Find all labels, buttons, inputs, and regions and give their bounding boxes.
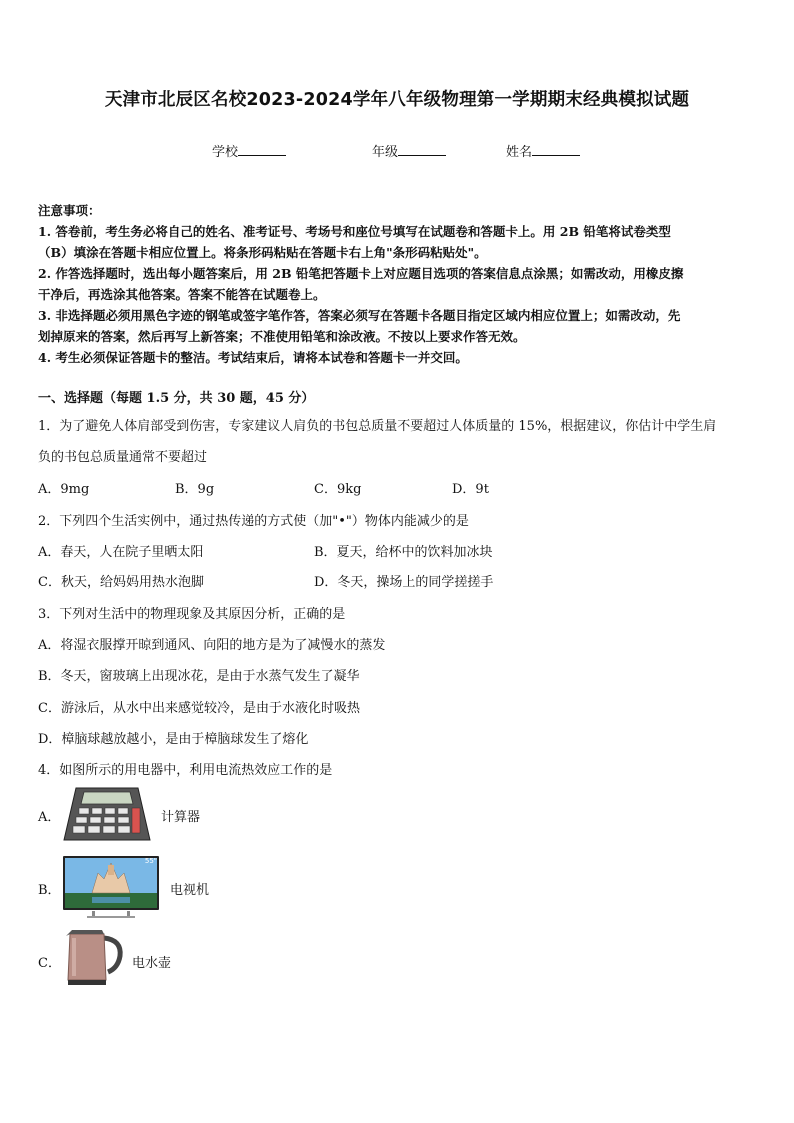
kettle-icon xyxy=(64,928,126,988)
notice-line: 4. 考生必须保证答题卡的整洁。考试结束后，请将本试卷和答题卡一并交回。 xyxy=(38,350,468,365)
section-heading: 一、选择题（每题 1.5 分，共 30 题，45 分） xyxy=(38,391,315,406)
q3-option-c: C．游泳后，从水中出来感觉较冷，是由于水液化时吸热 xyxy=(38,701,360,716)
notice-line: 1. 答卷前，考生务必将自己的姓名、准考证号、考场号和座位号填写在试题卷和答题卡上。用 2B 铅笔将试卷类型 xyxy=(38,224,671,239)
question-2-stem: 2．下列四个生活实例中，通过热传递的方式使（加"•"）物体内能减少的是 xyxy=(38,514,469,529)
q4-option-a-letter: A． xyxy=(38,810,61,825)
name-field xyxy=(506,141,580,160)
school-field xyxy=(212,141,286,160)
q2-option-c: C．秋天，给妈妈用热水泡脚 xyxy=(38,575,204,590)
school-label: 学校 xyxy=(212,145,239,160)
tv-size-label: 55" xyxy=(144,857,157,865)
notice-block xyxy=(38,200,758,368)
name-label: 姓名 xyxy=(506,145,533,160)
calculator-icon xyxy=(62,784,152,844)
notice-line: （B）填涂在答题卡相应位置上。将条形码粘贴在答题卡右上角"条形码粘贴处"。 xyxy=(38,245,487,260)
grade-field xyxy=(372,141,446,160)
question-1-stem-cont: 负的书包总质量通常不要超过 xyxy=(38,450,208,465)
notice-line: 3. 非选择题必须用黑色字迹的钢笔或签字笔作答，答案必须写在答题卡各题目指定区域内相应位置上；如需改动，先 xyxy=(38,308,681,323)
notice-heading: 注意事项： xyxy=(38,203,101,218)
q2-option-b: B．夏天，给杯中的饮料加冰块 xyxy=(314,545,493,560)
q4-option-b-label: 电视机 xyxy=(170,883,210,898)
notice-line: 2. 作答选择题时，选出每小题答案后，用 2B 铅笔把答题卡上对应题目选项的答案信息点涂黑；如需改动，用橡皮擦 xyxy=(38,266,684,281)
television-image xyxy=(62,855,160,919)
question-3-stem: 3．下列对生活中的物理现象及其原因分析，正确的是 xyxy=(38,607,346,622)
question-1-stem: 1．为了避免人体肩部受到伤害，专家建议人肩负的书包总质量不要超过人体质量的 15%，根据建议，你估计中学生肩 xyxy=(38,419,717,434)
q4-option-b-letter: B． xyxy=(38,883,61,898)
grade-blank[interactable] xyxy=(398,143,446,156)
calculator-image xyxy=(62,784,152,844)
exam-title: 天津市北辰区名校2023-2024学年八年级物理第一学期期末经典模拟试题 xyxy=(104,90,690,110)
kettle-image xyxy=(64,928,126,988)
notice-line: 干净后，再选涂其他答案。答案不能答在试题卷上。 xyxy=(38,287,326,302)
q1-option-c: C．9kg xyxy=(314,482,362,497)
name-blank[interactable] xyxy=(532,143,580,156)
q4-option-c-letter: C． xyxy=(38,956,61,971)
q3-option-a: A．将湿衣服撑开晾到通风、向阳的地方是为了减慢水的蒸发 xyxy=(38,638,386,653)
q1-option-a: A．9mg xyxy=(38,482,90,497)
notice-line: 划掉原来的答案，然后再写上新答案；不准使用铅笔和涂改液。不按以上要求作答无效。 xyxy=(38,329,526,344)
q2-option-a: A．春天，人在院子里晒太阳 xyxy=(38,545,204,560)
q4-option-a-label: 计算器 xyxy=(161,810,201,825)
q3-option-b: B．冬天，窗玻璃上出现冰花，是由于水蒸气发生了凝华 xyxy=(38,669,360,684)
q1-option-b: B．9g xyxy=(175,482,215,497)
q1-option-d: D．9t xyxy=(452,482,489,497)
q2-option-d: D．冬天，操场上的同学搓搓手 xyxy=(314,575,494,590)
grade-label: 年级 xyxy=(372,145,399,160)
q3-option-d: D．樟脑球越放越小，是由于樟脑球发生了熔化 xyxy=(38,732,309,747)
school-blank[interactable] xyxy=(238,143,286,156)
question-4-stem: 4．如图所示的用电器中，利用电流热效应工作的是 xyxy=(38,763,333,778)
q4-option-c-label: 电水壶 xyxy=(132,956,172,971)
